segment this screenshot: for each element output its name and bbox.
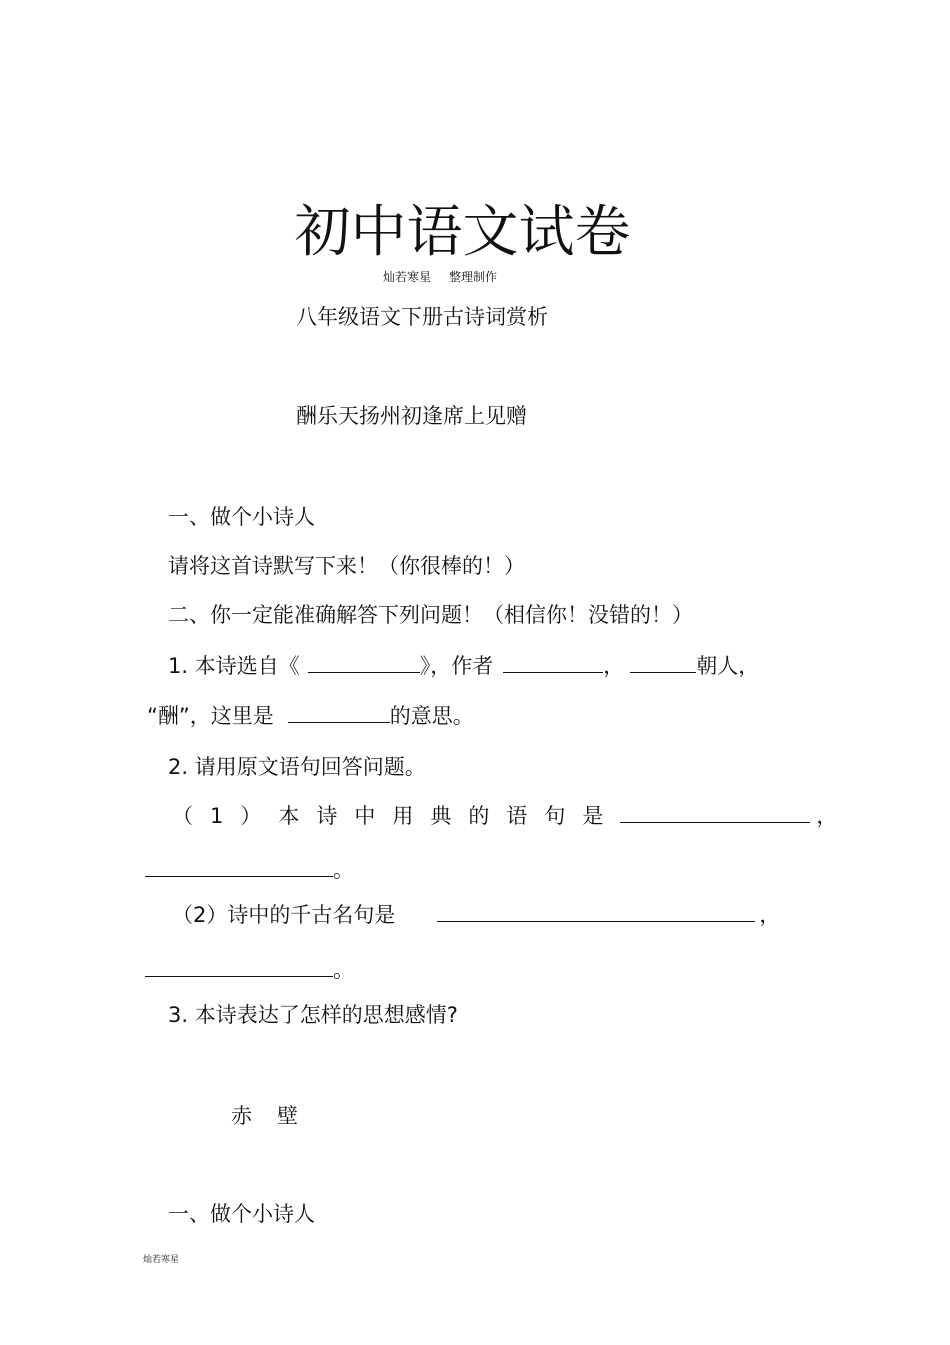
poem-title: 酬乐天扬州初逢席上见赠 (296, 404, 527, 428)
section-heading: 一、做个小诗人 (168, 505, 315, 529)
question-1-line-1 (168, 651, 759, 681)
question-2-2-continued (145, 955, 354, 985)
question-text: （1）本诗中用典的语句是 (172, 804, 621, 828)
question-text: “酬”，这里是 (147, 704, 274, 728)
instruction-text: 请将这首诗默写下来！（你很棒的！） (168, 554, 525, 578)
answer-blank[interactable] (288, 702, 390, 723)
page-title: 初中语文试卷 (294, 200, 631, 265)
question-text: ， (603, 654, 625, 678)
question-2-1 (172, 801, 837, 831)
section-heading: 一、做个小诗人 (168, 1202, 315, 1226)
question-text: （2）诗中的千古名句是 (172, 903, 396, 927)
question-3: 3. 本诗表达了怎样的思想感情? (168, 1003, 458, 1027)
question-text: 1. 本诗选自《 (168, 654, 300, 678)
poem-title: 赤 壁 (231, 1104, 300, 1128)
question-2-2 (172, 900, 780, 930)
document-subtitle: 八年级语文下册古诗词赏析 (296, 305, 548, 329)
answer-blank[interactable] (308, 652, 420, 673)
credit-author: 灿若寒星 (383, 270, 432, 284)
question-1-line-2 (147, 701, 474, 731)
answer-blank[interactable] (145, 956, 333, 977)
question-text: 》，作者 (419, 654, 494, 678)
question-text: 的意思。 (389, 704, 474, 728)
page-footer: 灿若寒星 (143, 1255, 180, 1265)
question-2: 2. 请用原文语句回答问题。 (168, 755, 426, 779)
answer-blank[interactable] (437, 901, 755, 922)
question-text: 朝人， (696, 654, 760, 678)
punctuation: 。 (333, 958, 354, 982)
answer-blank[interactable] (503, 652, 603, 673)
answer-blank[interactable] (630, 652, 696, 673)
answer-blank[interactable] (620, 802, 810, 823)
punctuation: 。 (333, 858, 354, 882)
section-heading: 二、你一定能准确解答下列问题！（相信你！没错的！） (168, 603, 693, 627)
question-2-1-continued (145, 855, 354, 885)
punctuation: ， (816, 804, 838, 828)
credit-line (383, 269, 497, 285)
punctuation: ， (759, 903, 781, 927)
credit-role: 整理制作 (449, 270, 498, 284)
answer-blank[interactable] (145, 856, 333, 877)
